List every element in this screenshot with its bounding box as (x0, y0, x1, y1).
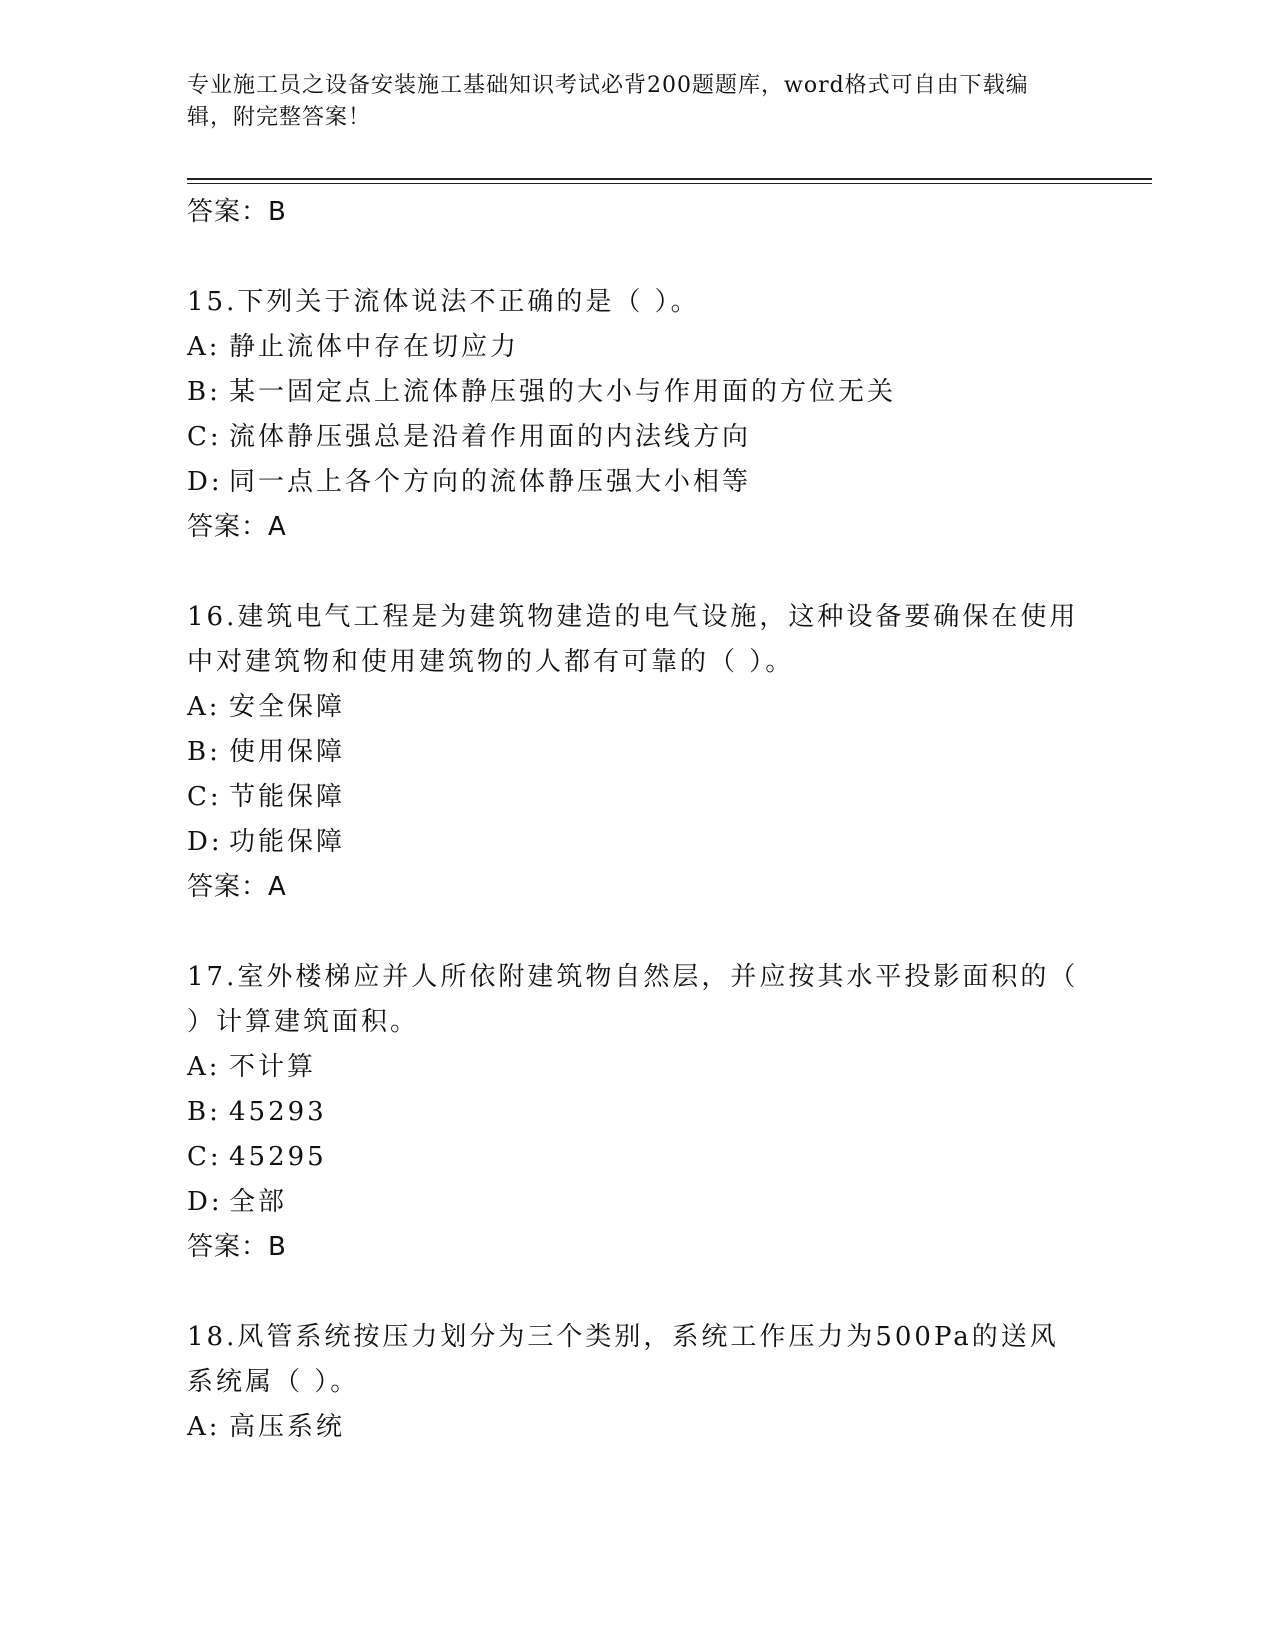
question-list (187, 190, 1087, 1450)
option-b (187, 730, 1087, 775)
header-rule-thin (187, 183, 1152, 184)
question-block (187, 595, 1087, 909)
option-d (187, 820, 1087, 865)
question-block (187, 1315, 1087, 1450)
option-d (187, 460, 1087, 505)
option-c (187, 415, 1087, 460)
question-stem: 16.建筑电气工程是为建筑物建造的电气设施，这种设备要确保在使用中对建筑物和使用建筑物的人都有可靠的（ ）。 (187, 602, 1079, 677)
option-text: 同一点上各个方向的流体静压强大小相等 (229, 467, 752, 497)
answer-line: 答案：B (187, 1232, 287, 1262)
option-key: D: (187, 1187, 223, 1217)
option-b (187, 370, 1087, 415)
option-text: 流体静压强总是沿着作用面的内法线方向 (229, 422, 752, 452)
option-b (187, 1090, 1087, 1135)
option-key: C: (187, 422, 222, 452)
option-key: B: (187, 737, 221, 767)
option-text: 45293 (229, 1097, 327, 1127)
option-text: 使用保障 (229, 737, 346, 767)
option-key: C: (187, 1142, 222, 1172)
option-text: 45295 (229, 1142, 327, 1172)
option-text: 某一固定点上流体静压强的大小与作用面的方位无关 (229, 377, 897, 407)
option-text: 静止流体中存在切应力 (229, 332, 520, 362)
option-text: 不计算 (229, 1052, 317, 1082)
option-c (187, 1135, 1087, 1180)
option-c (187, 775, 1087, 820)
option-a (187, 1405, 1087, 1450)
option-key: A: (187, 1052, 221, 1082)
option-text: 高压系统 (229, 1412, 346, 1442)
option-text: 功能保障 (229, 827, 346, 857)
option-key: D: (187, 467, 223, 497)
document-header: 专业施工员之设备安装施工基础知识考试必背200题题库，word格式可自由下载编辑，附完整答案！ (187, 73, 1029, 130)
option-a (187, 325, 1087, 370)
answer-line: 答案：B (187, 197, 287, 227)
option-key: C: (187, 782, 222, 812)
answer-line: 答案：A (187, 872, 287, 902)
option-a (187, 1045, 1087, 1090)
question-block (187, 280, 1087, 549)
question-block (187, 955, 1087, 1269)
option-key: A: (187, 332, 221, 362)
question-stem: 17.室外楼梯应并人所依附建筑物自然层，并应按其水平投影面积的（ ）计算建筑面积。 (187, 962, 1079, 1037)
option-text: 节能保障 (229, 782, 346, 812)
question-stem: 18.风管系统按压力划分为三个类别，系统工作压力为500Pa的送风系统属（ ）。 (187, 1322, 1059, 1397)
option-key: D: (187, 827, 223, 857)
option-a (187, 685, 1087, 730)
option-d (187, 1180, 1087, 1225)
option-key: B: (187, 1097, 221, 1127)
header-rule-thick (187, 178, 1152, 180)
option-text: 安全保障 (229, 692, 346, 722)
option-key: B: (187, 377, 221, 407)
question-stem: 15.下列关于流体说法不正确的是（ ）。 (187, 287, 700, 317)
option-key: A: (187, 692, 221, 722)
option-text: 全部 (229, 1187, 288, 1217)
answer-line: 答案：A (187, 512, 287, 542)
option-key: A: (187, 1412, 221, 1442)
